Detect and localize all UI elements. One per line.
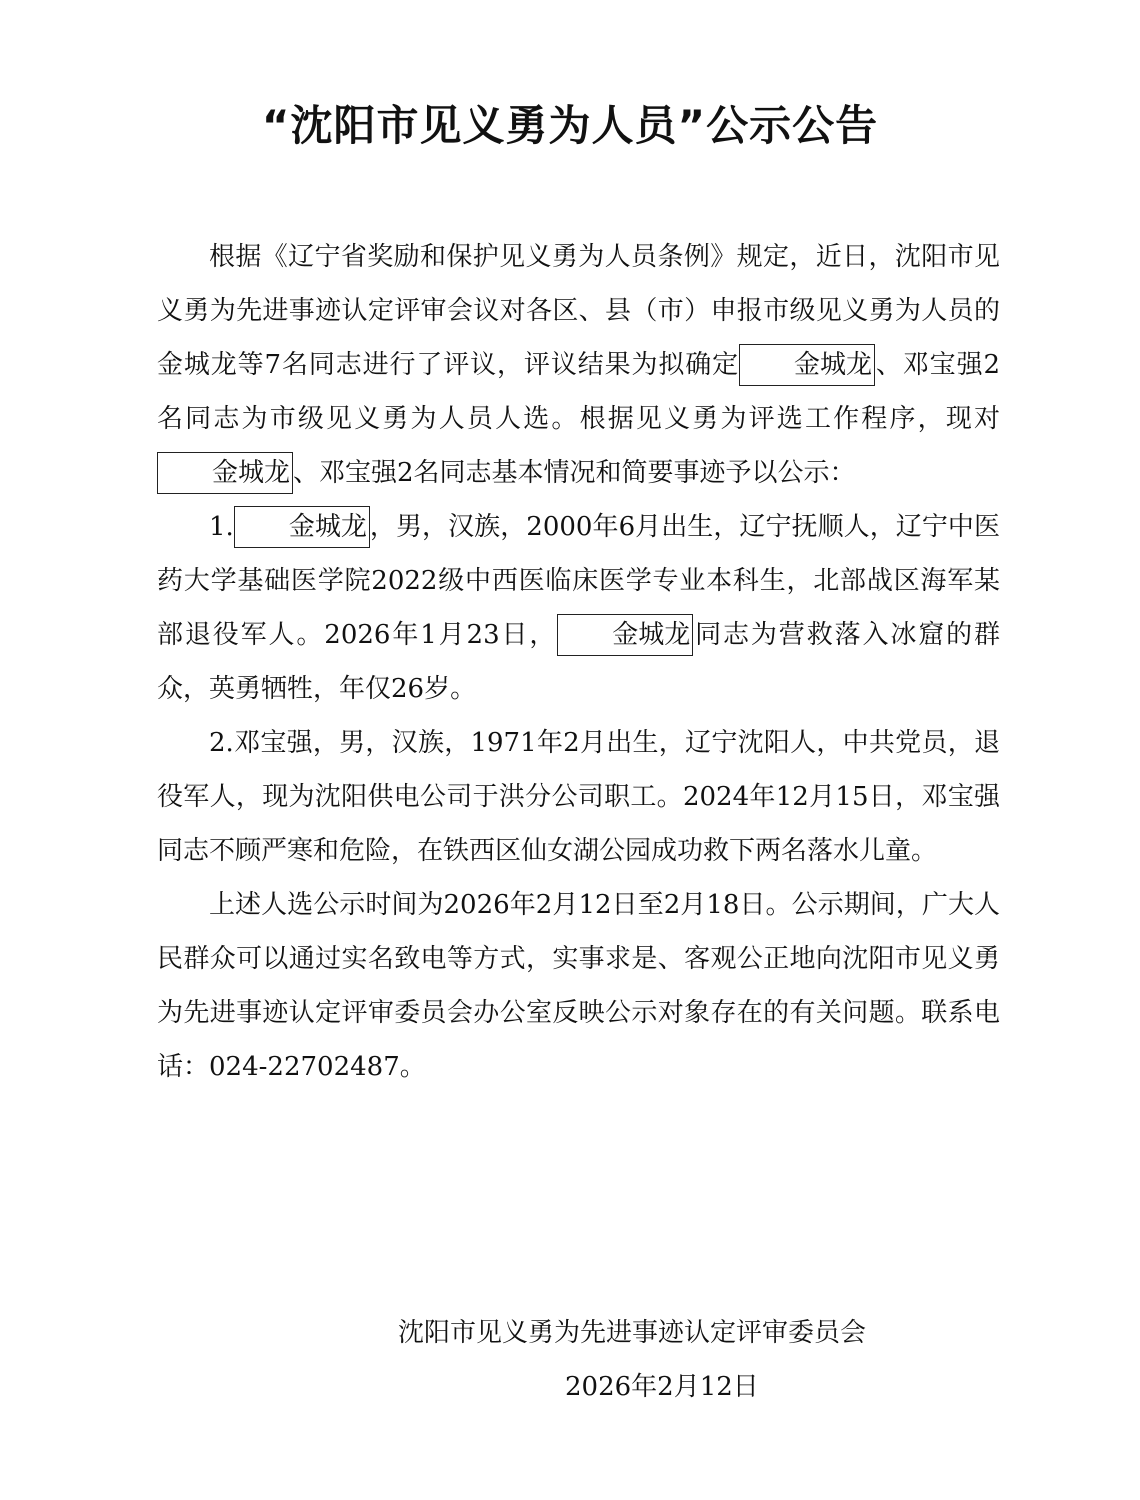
document-body <box>157 230 1000 1094</box>
text-segment: 上述人选公示时间为2026年2月12日至2月18日。公示期间，广大人民群众可以通过实名致电等方式，实事求是、客观公正地向沈阳市见义勇为先进事迹认定评审委员会办公室反映公示对象存在的有关问题。联系电话：024-22702487。 <box>157 890 1000 1082</box>
highlighted-name: 金城龙 <box>157 452 293 494</box>
text-segment: 、邓宝强2名同志基本情况和简要事迹予以公示： <box>293 458 856 488</box>
paragraph-person-1 <box>157 500 1000 716</box>
document-title: “沈阳市见义勇为人员”公示公告 <box>261 101 879 150</box>
paragraph-person-2 <box>157 716 1000 878</box>
text-segment: 1. <box>209 512 234 542</box>
highlighted-name: 金城龙 <box>234 506 370 548</box>
text-segment: 同志为营救落入冰窟的群众，英勇牺牲，年仅26岁。 <box>157 620 1000 704</box>
text-segment: 2.邓宝强，男，汉族，1971年2月出生，辽宁沈阳人，中共党员，退役军人，现为沈阳供电公司于洪分公司职工。2024年12月15日，邓宝强同志不顾严寒和危险，在铁西区仙女湖公园成功救下两名落水儿童。 <box>157 728 1000 866</box>
text-segment: 根据《辽宁省奖励和保护见义勇为人员条例》规定，近日，沈阳市见义勇为先进事迹认定评审会议对各区、县（市）申报市级见义勇为人员的金城龙等7名同志进行了评议，评议结果为拟确定 <box>157 242 1000 380</box>
signature-date: 2026年2月12日 <box>565 1372 759 1402</box>
paragraph-notice-period <box>157 878 1000 1094</box>
signature-organization: 沈阳市见义勇为先进事迹认定评审委员会 <box>398 1318 867 1348</box>
text-segment: ，男，汉族，2000年6月出生，辽宁抚顺人，辽宁中医药大学基础医学院2022级中西医临床医学专业本科生，北部战区海军某部退役军人。2026年1月23日， <box>157 512 1000 650</box>
text-segment: 、邓宝强2名同志为市级见义勇为人员人选。根据见义勇为评选工作程序，现对 <box>157 350 1000 434</box>
highlighted-name: 金城龙 <box>739 344 875 386</box>
paragraph-intro <box>157 230 1000 500</box>
highlighted-name: 金城龙 <box>557 614 693 656</box>
